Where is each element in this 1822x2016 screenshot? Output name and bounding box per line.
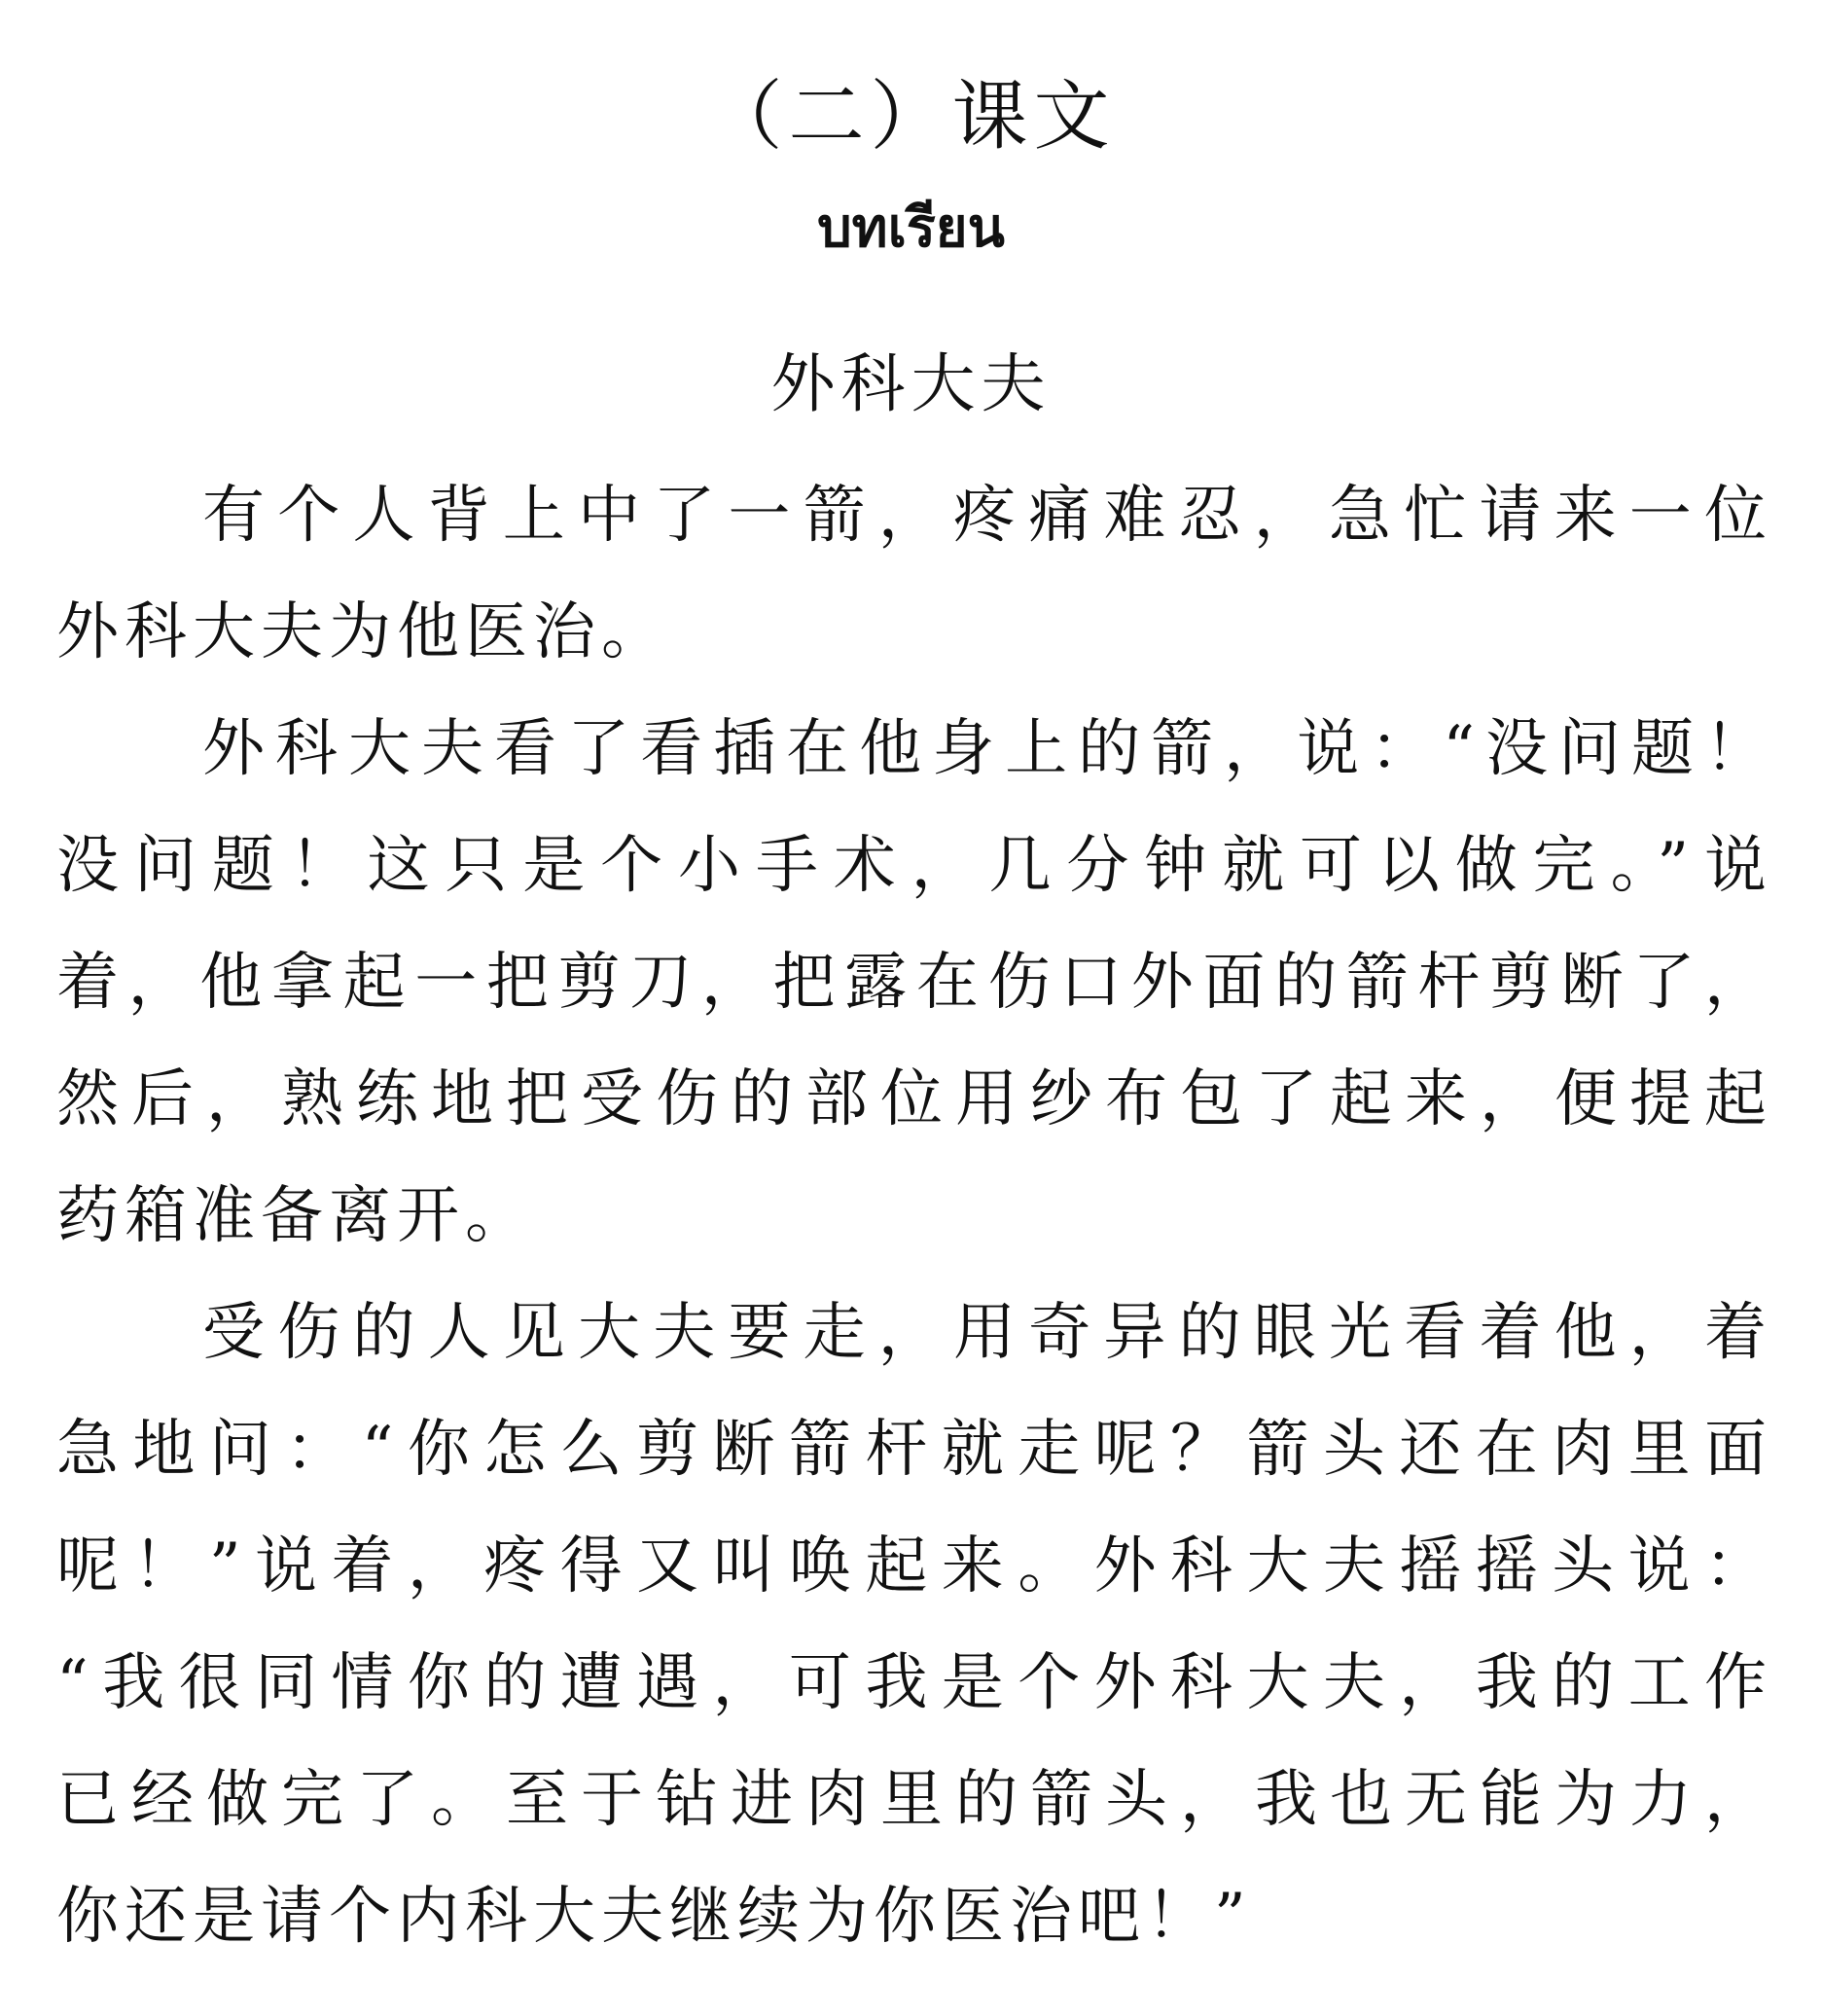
text-line: 外科大夫为他医治。	[56, 596, 669, 668]
text-line: 急地问：“你怎么剪断箭杆就走呢？箭头还在肉里面	[56, 1414, 1768, 1486]
text-line: 已经做完了。至于钻进肉里的箭头，我也无能为力，	[56, 1764, 1768, 1836]
text-line: 你还是请个内科大夫继续为你医治吧！”	[56, 1881, 1252, 1953]
text-line: 有个人背上中了一箭，疼痛难忍，急忙请来一位	[202, 480, 1768, 552]
text-line: 药箱准备离开。	[56, 1180, 533, 1252]
text-line: 外科大夫看了看插在他身上的箭，说：“没问题！	[202, 713, 1768, 785]
lesson-text	[56, 457, 1768, 1975]
section-heading: （二）课文	[706, 73, 1116, 161]
thai-heading: บทเรียน	[817, 197, 1005, 260]
text-line: 呢！”说着，疼得又叫唤起来。外科大夫摇摇头说：	[56, 1530, 1768, 1602]
text-line: 着，他拿起一把剪刀，把露在伤口外面的箭杆剪断了，	[56, 947, 1768, 1019]
paragraph-3	[56, 1275, 1768, 1975]
text-line: “我很同情你的遭遇，可我是个外科大夫，我的工作	[56, 1647, 1768, 1719]
paragraph-2	[56, 691, 1768, 1275]
paragraph-1	[56, 457, 1768, 691]
text-line: 受伤的人见大夫要走，用奇异的眼光看着他，着	[202, 1297, 1768, 1369]
text-line: 没问题！这只是个小手术，几分钟就可以做完。”说	[56, 830, 1768, 902]
text-line: 然后，熟练地把受伤的部位用纱布包了起来，便提起	[56, 1063, 1768, 1135]
story-title: 外科大夫	[770, 346, 1052, 421]
